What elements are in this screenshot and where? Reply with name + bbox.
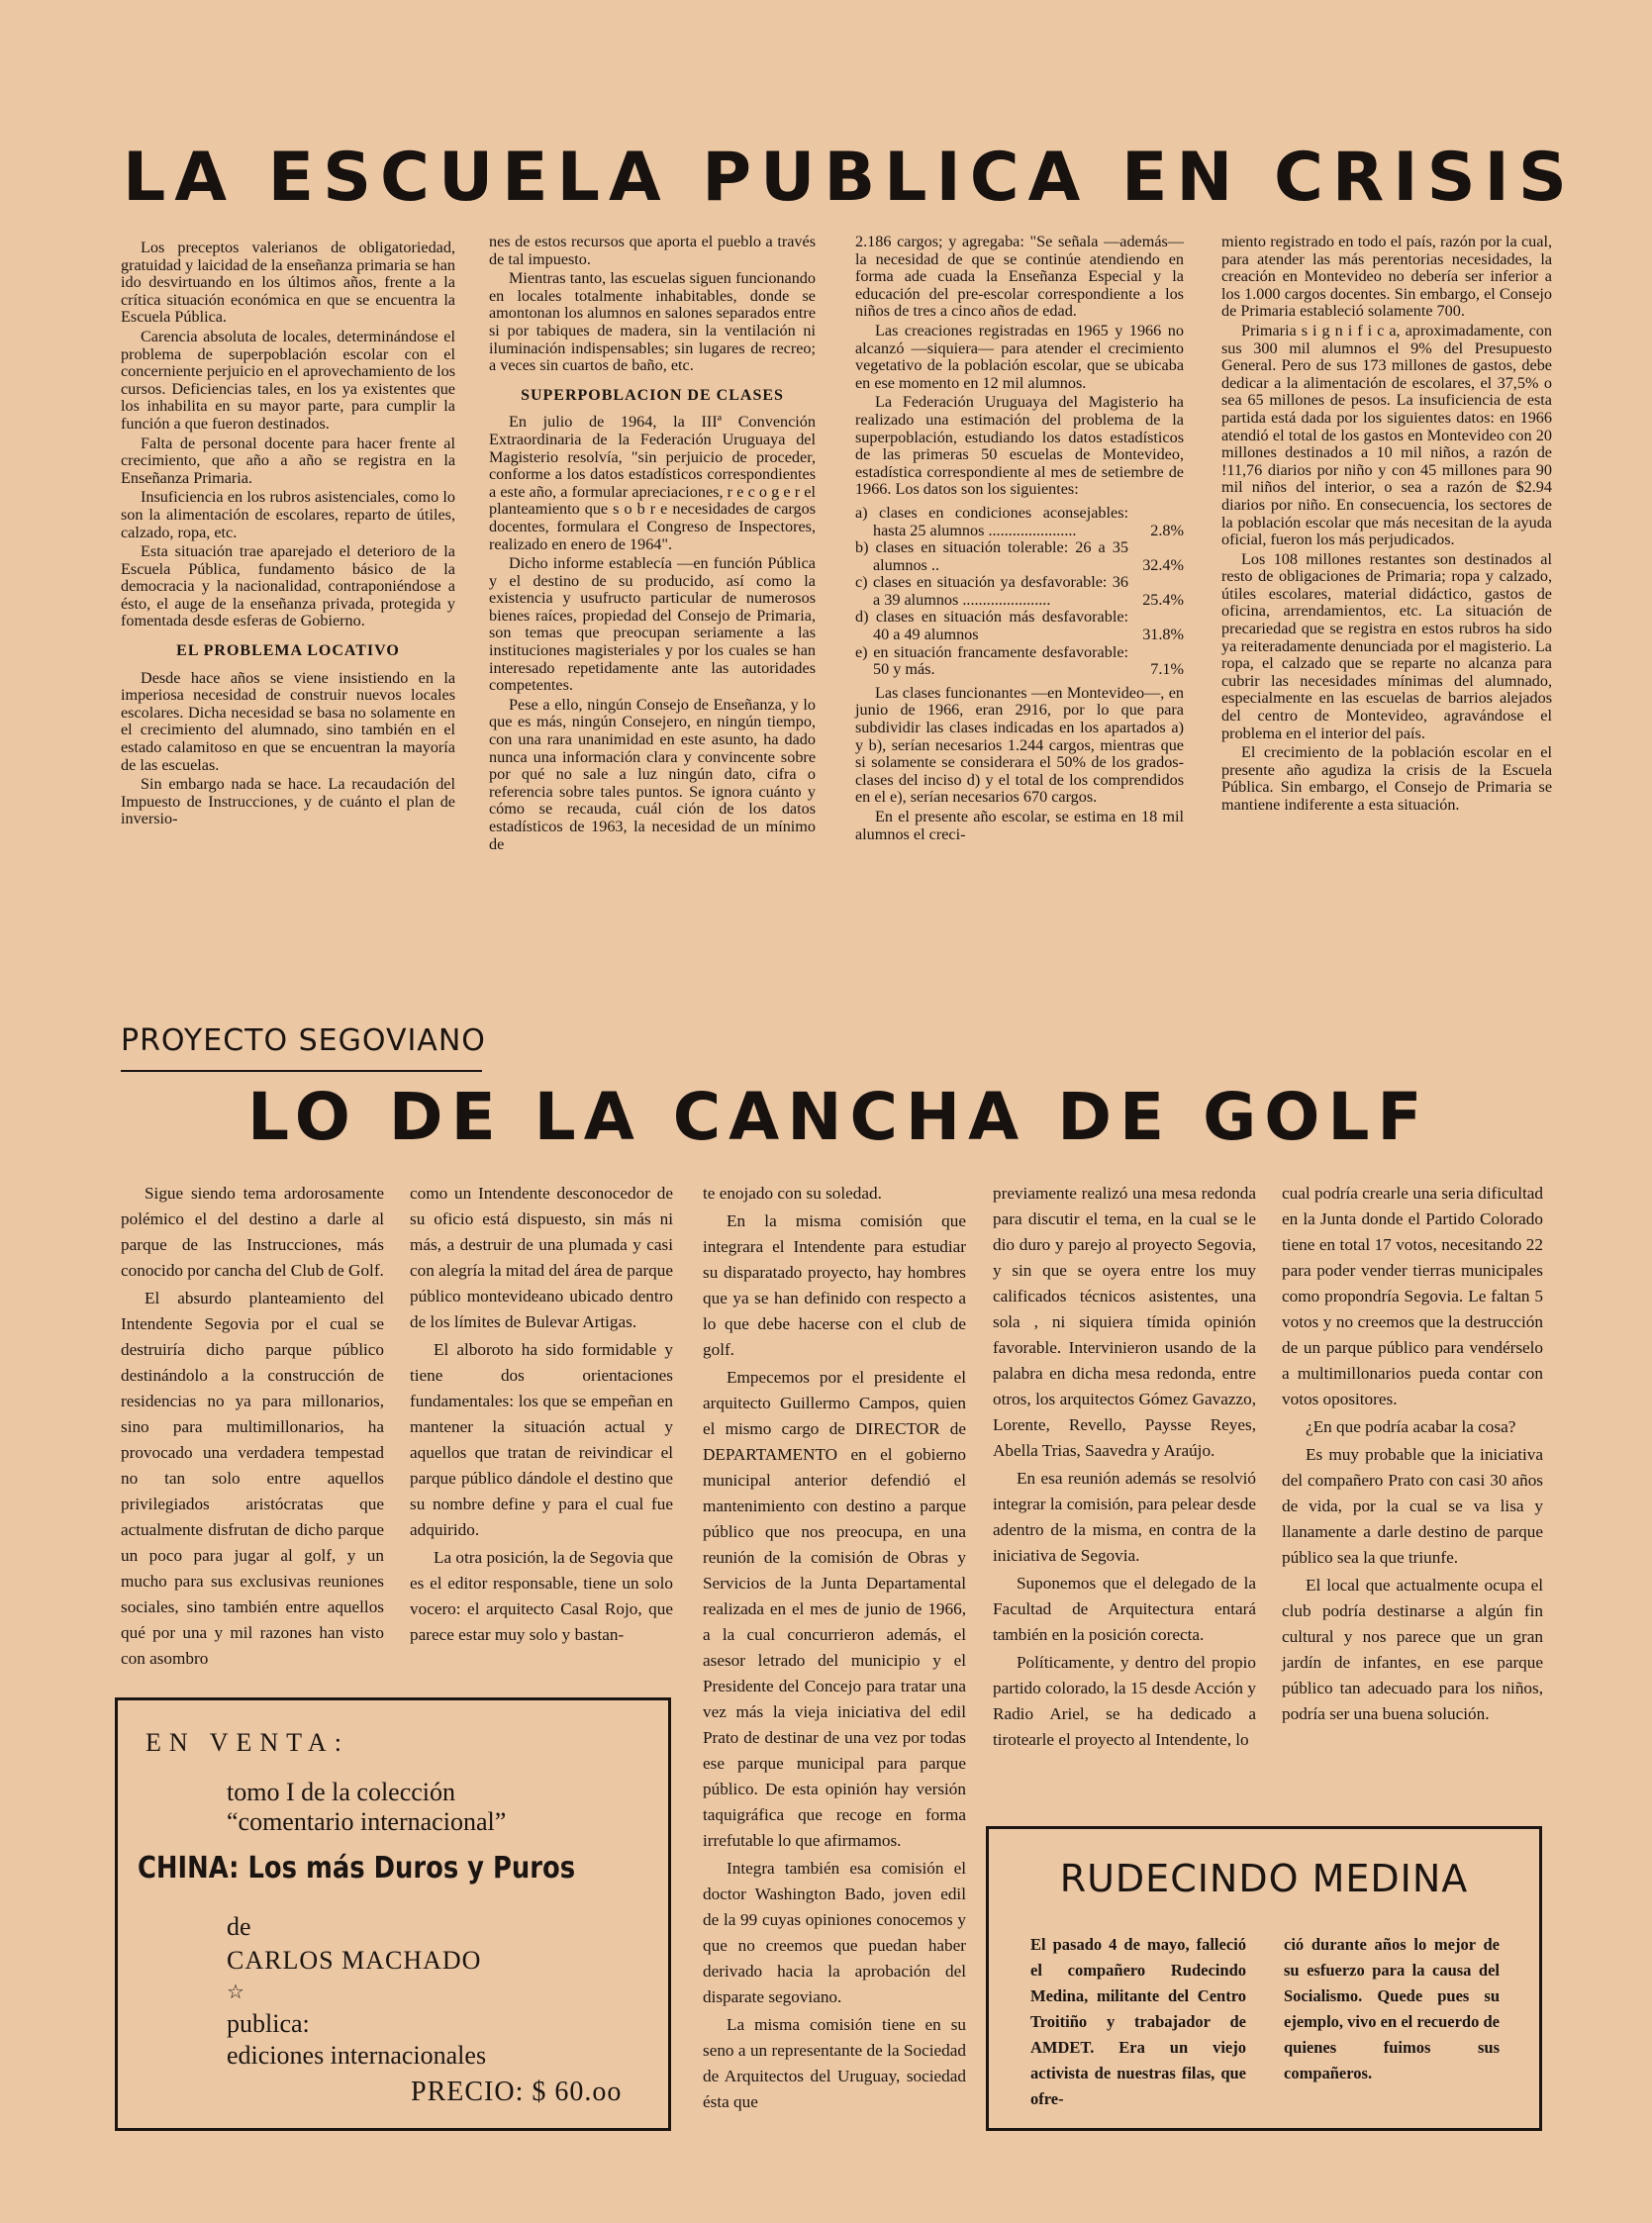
kicker-rule <box>121 1070 482 1072</box>
subhead-problema-locativo: EL PROBLEMA LOCATIVO <box>176 642 400 660</box>
paragraph: Primaria s i g n i f i c a, aproximadamente, con sus 300 mil alumnos el 9% del Presupuesto General. Pero de sus 173 millones de gastos, debe dedicar a la alimentación de escolares, el 37,5% o sea 65 millones de pesos. La insuficiencia de esta partida está dada por los siguientes datos: en 1966 atendió el total de los gastos en Montevideo con 20 millones destinados a 10 mil niños, a razón de !11,76 diarios por niño y con 45 millones para 90 mil niños del interior, o sea a razón de $2.94 diarios por niño. En consecuencia, los sectores de la población escolar que más necesitan de la ayuda oficial, fueron los más perjudicados. <box>1221 321 1552 549</box>
paragraph: 2.186 cargos; y agregaba: "Se señala —además— la necesidad de que se continúe atendiendo en forma ade cuada la Enseñanza Especial y la educación del pre-escolar correspondiente a los niños de tres a cinco años de edad. <box>855 233 1184 321</box>
paragraph: Dicho informe establecía —en función Pública y el destino de su producido, así como la existencia y usufructo particular de numerosos bienes raíces, propiedad del Consejo de Primaria, son temas que preocupan seriamente a las instituciones magisteriales y por los cuales se han interesado repetidamente ante las autoridades competentes. <box>489 554 816 695</box>
kicker-proyecto-segoviano: PROYECTO SEGOVIANO <box>121 1023 486 1058</box>
paragraph: te enojado con su soledad. <box>703 1184 882 1203</box>
paragraph: Los 108 millones restantes son destinados al resto de obligaciones de Primaria; ropa y calzado, útiles escolares, material didáctico, gastos de oficina, arrendamientos, etc. La situación de precariedad que se registra en estos rubros ha sido ya reiteradamente denunciada por el magisterio. La ropa, el calzado que se reparte no alcanza para cubrir las necesidades mínimas del alumnado, especialmente en las escuelas de barrios alejados del centro de Montevideo, agravándose el problema en el interior del país. <box>1221 549 1552 742</box>
paragraph: En esa reunión además se resolvió integrar la comisión, para pelear desde adentro de la misma, en contra de la iniciativa de Segovia. <box>993 1469 1256 1565</box>
obituary-box <box>986 1826 1542 2131</box>
paragraph: La otra posición, la de Segovia que es el editor responsable, tiene un solo vocero: el arquitecto Casal Rojo, que parece estar muy solo y bastan- <box>410 1548 673 1644</box>
paragraph: Las clases funcionantes —en Montevideo—, en junio de 1966, eran 2916, por lo que para subdividir las clases indicadas en los apartados a) y b), serían necesarios 1.244 cargos, mientras que si solamente se considerara el 50% de los grados-clases del inciso d) y el total de los comprendidos en el e), serían necesarios 670 cargos. <box>855 683 1184 807</box>
stat-percent: 32.4% <box>1142 555 1184 574</box>
ad-publisher: ediciones internacionales <box>227 2041 487 2070</box>
obituary-column-2: ció durante años lo mejor de su esfuerzo para la causa del Socialismo. Quede pues su ejemplo, vivo en el recuerdo de quienes fuimos sus compañeros. <box>1284 1935 1500 2082</box>
stat-percent: 25.4% <box>1142 590 1184 609</box>
paragraph: En el presente año escolar, se estima en 18 mil alumnos el creci- <box>855 808 1184 843</box>
paragraph: Sigue siendo tema ardorosamente polémico el del destino a darle al parque de las Instrucciones, más conocido por cancha del Club de Golf. <box>121 1184 384 1280</box>
ad-author: CARLOS MACHADO <box>227 1946 482 1975</box>
ad-line-1: tomo I de la colección <box>227 1778 456 1806</box>
ad-book-title: CHINA: Los más Duros y Puros <box>138 1851 576 1885</box>
article2-column-1 <box>121 1181 384 1674</box>
stat-row <box>855 505 1184 539</box>
paragraph: Los preceptos valerianos de obligatoriedad, gratuidad y laicidad de la enseñanza primaria se han ido desvirtuando en los últimos años, frente a la crítica situación económica en que se encuentra la Escuela Pública. <box>121 239 455 327</box>
paragraph: El local que actualmente ocupa el club podría destinarse a algún fin cultural y nos parece que un gran jardín de infantes, en ese parque público tan adecuado para los niños, podría ser una buena solución. <box>1282 1576 1543 1723</box>
kicker-block <box>121 1023 486 1058</box>
paragraph: El absurdo planteamiento del Intendente Segovia por el cual se destruiría dicho parque público destinándolo a la construcción de residencias no ya para millonarios, sino para multimillonarios, ha provocado una verdadera tempestad no tan solo entre aquellos privilegiados aristócratas que actualmente disfrutan de dicho parque un poco para jugar al golf, y un mucho para sus exclusivas reuniones sociales, sino también entre aquellos qué por una y mil razones han visto con asombro <box>121 1289 384 1668</box>
subhead-superpoblacion: SUPERPOBLACION DE CLASES <box>521 386 784 404</box>
paragraph: La misma comisión tiene en su seno a un representante de la Sociedad de Arquitectos del Uruguay, sociedad ésta que <box>703 2015 966 2111</box>
ad-publica: publica: <box>227 2009 310 2038</box>
paragraph: En la misma comisión que integrara el Intendente para estudiar su disparatado proyecto, hay hombres que ya se han definido con respecto a lo que debe hacerse con el club de golf. <box>703 1211 966 1359</box>
advertisement-box <box>115 1697 671 2131</box>
paragraph: Políticamente, y dentro del propio partido colorado, la 15 desde Acción y Radio Ariel, se ha dedicado a tirotearle el proyecto al Intendente, lo <box>993 1653 1256 1749</box>
stat-percent: 2.8% <box>1150 521 1184 539</box>
paragraph: Esta situación trae aparejado el deterioro de la Escuela Pública, fundamento básico de la democracia y la nacionalidad, contraponiéndose a ésto, el auge de la enseñanza privada, protegida y fomentada desde esferas de Gobierno. <box>121 542 455 630</box>
article2-column-5 <box>1282 1181 1543 1729</box>
paragraph: Suponemos que el delegado de la Facultad de Arquitectura entará también en la posición corecta. <box>993 1574 1256 1644</box>
paragraph: Mientras tanto, las escuelas siguen funcionando en locales totalmente inhabitables, donde se amontonan los alumnos en salones separados entre si por tabiques de madera, sin la ventilación ni iluminación indispensables; sin lugares de recreo; a veces sin cuartos de baño, etc. <box>489 269 816 375</box>
paragraph: Insuficiencia en los rubros asistenciales, como lo son la alimentación de escolares, reparto de útiles, calzado, ropa, etc. <box>121 488 455 541</box>
paragraph: Sin embargo nada se hace. La recaudación del Impuesto de Instrucciones, y de cuánto el plan de inversio- <box>121 775 455 828</box>
paragraph: Falta de personal docente para hacer frente al crecimiento, que año a año se registra en la Enseñanza Primaria. <box>121 434 455 487</box>
headline-cancha-de-golf: LO DE LA CANCHA DE GOLF <box>247 1079 1430 1155</box>
stat-row <box>855 539 1184 574</box>
ad-line-2: “comentario internacional” <box>227 1807 507 1836</box>
article2-column-2 <box>410 1181 673 1650</box>
paragraph: Integra también esa comisión el doctor Washington Bado, joven edil de la 99 cuyas opiniones conocemos y que no creemos que puedan haber derivado hacia la aprobación del disparate segoviano. <box>703 1859 966 2006</box>
paragraph: Las creaciones registradas en 1965 y 1966 no alcanzó —siquiera— para atender el crecimiento vegetativo de la población escolar, que se ubicaba en ese momento en 12 mil alumnos. <box>855 321 1184 392</box>
stat-label: a) clases en condiciones aconsejables: hasta 25 alumnos ...................... <box>855 503 1128 539</box>
paragraph: nes de estos recursos que aporta el pueblo a través de tal impuesto. <box>489 233 816 268</box>
paragraph: Empecemos por el presidente el arquitecto Guillermo Campos, quien el mismo cargo de DIRECTOR de DEPARTAMENTO en el gobierno municipal anterior defendió el mantenimiento con destino a parque público que nos preocupa, en una reunión de la comisión de Obras y Servicios de la Junta Departamental realizada en el mes de junio de 1966, a la cual concurrieron además, el asesor letrado del municipio y el Presidente del Concejo para tratar una vez más la vieja iniciativa del edil Prato de destinar de una vez por todas ese parque municipal para parque público. De esta opinión hay versión taquigráfica que recoge en forma irrefutable lo que afirmamos. <box>703 1368 966 1850</box>
stat-label: e) en situación francamente desfavorable: 50 y más. <box>855 642 1128 679</box>
statistics-list <box>855 505 1184 679</box>
stat-row <box>855 609 1184 643</box>
stat-percent: 31.8% <box>1142 626 1184 644</box>
obituary-column-1: El pasado 4 de mayo, falleció el compañero Rudecindo Medina, militante del Centro Troitiño y trabajador de AMDET. Era un viejo activista de nuestras filas, que ofre- <box>1030 1935 1246 2108</box>
stat-percent: 7.1% <box>1150 660 1184 679</box>
paragraph: Es muy probable que la iniciativa del compañero Prato con casi 30 años de vida, por la cual se va lisa y llanamente a darle destino de parque público sea la que triunfe. <box>1282 1445 1543 1567</box>
paragraph: Pese a ello, ningún Consejo de Enseñanza, y lo que es más, ningún Consejero, en ningún tiempo, con una rara unanimidad en este asunto, ha dado nunca una información clara y convincente sobre por qué no sale a luz ningún dato, cifra o referencia sobre tales puntos. Se ignora cuánto y cómo se recauda, cuál ción de los datos estadísticos de 1963, la necesidad de un mínimo de <box>489 695 816 853</box>
paragraph: como un Intendente desconocedor de su oficio está dispuesto, sin más ni más, a destruir de una plumada y casi con alegría la mitad del área de parque público montevideano ubicado dentro de los límites de Bulevar Artigas. <box>410 1184 673 1331</box>
ad-de: de <box>227 1912 251 1941</box>
paragraph: En julio de 1964, la IIIª Convención Extraordinaria de la Federación Uruguaya del Magisterio resolvía, "sin perjuicio de proceder, conforme a los datos estadísticos correspondientes a este año, a formular apreciaciones, r e c o g e r el planteamiento que s o b r e necesidades de cargos docentes, formulara el Congreso de Inspectores, realizado en enero de 1964". <box>489 413 816 553</box>
article2-column-4 <box>993 1181 1256 1755</box>
stat-label: b) clases en situación tolerable: 26 a 35 alumnos .. <box>855 538 1128 574</box>
paragraph: miento registrado en todo el país, razón por la cual, para atender las más perentorias necesidades, la creación en Montevideo no debería ser inferior a los 1.000 cargos docentes. Sin embargo, el Consejo de Primaria estableció solamente 700. <box>1221 233 1552 321</box>
obituary-title: RUDECINDO MEDINA <box>1059 1857 1469 1900</box>
paragraph: La Federación Uruguaya del Magisterio ha realizado una estimación del problema de la superpoblación, estudiando los datos estadísticos de las primeras 50 escuelas de Montevideo, estadística correspondiente al mes de setiembre de 1966. Los datos son los siguientes: <box>855 393 1184 499</box>
paragraph: previamente realizó una mesa redonda para discutir el tema, en la cual se le dio duro y parejo al proyecto Segovia, y sin que se oyera entre los muy calificados técnicos asistentes, una sola , ni siquiera tímida opinión favorable. Intervinieron usando de la palabra en dicha mesa redonda, entre otros, los arquitectos Gómez Gavazzo, Lorente, Revello, Paysse Reyes, Abella Trias, Saavedra y Araújo. <box>993 1184 1256 1460</box>
article1-column-4 <box>1221 234 1552 817</box>
article1-column-2 <box>489 234 816 855</box>
paragraph: Carencia absoluta de locales, determinándose el problema de superpoblación escolar con el concerniente perjuicio en el aprovechamiento de los cursos. Deficiencias tales, en los ya existentes que los inhabilita en su mayor parte, para cumplir la función a que fueron destinados. <box>121 327 455 433</box>
stat-row <box>855 574 1184 609</box>
article1-column-1 <box>121 240 455 830</box>
article1-column-3 <box>855 234 1184 845</box>
paragraph: El alboroto ha sido formidable y tiene dos orientaciones fundamentales: los que se empeñan en mantener la situación actual y aquellos que tratan de reivindicar el parque público dándole el destino que su nombre define y para el cual fue adquirido. <box>410 1340 673 1539</box>
article2-column-3 <box>703 1181 966 2117</box>
ad-en-venta: EN VENTA: <box>146 1728 349 1757</box>
paragraph: El crecimiento de la población escolar en el presente año agudiza la crisis de la Escuela Pública. Sin embargo, el Consejo de Primaria se mantiene indiferente a esta situación. <box>1221 743 1552 814</box>
paragraph: Desde hace años se viene insistiendo en la imperiosa necesidad de construir nuevos locales escolares. Dicha necesidad se basa no solamente en el crecimiento del alumnado, sino también en el estado calamitoso en que se encuentran la mayoría de las escuelas. <box>121 668 455 774</box>
headline-escuela-publica: LA ESCUELA PUBLICA EN CRISIS <box>123 139 1576 217</box>
stat-row <box>855 644 1184 679</box>
paragraph: cual podría crearle una seria dificultad en la Junta donde el Partido Colorado tiene en total 17 votos, necesitando 22 para poder vender tierras municipales como propondría Segovia. Le faltan 5 votos y no creemos que la destrucción de un parque público para vendérselo a multimillonarios pueda contar con votos opositores. <box>1282 1184 1543 1408</box>
stat-label: d) clases en situación más desfavorable: 40 a 49 alumnos <box>855 608 1128 644</box>
stat-label: c) clases en situación ya desfavorable: 36 a 39 alumnos ...................... <box>855 573 1128 609</box>
star-icon: ☆ <box>227 1981 244 2003</box>
paragraph: ¿En que podría acabar la cosa? <box>1306 1417 1516 1436</box>
ad-price: PRECIO: $ 60.oo <box>411 2077 623 2107</box>
